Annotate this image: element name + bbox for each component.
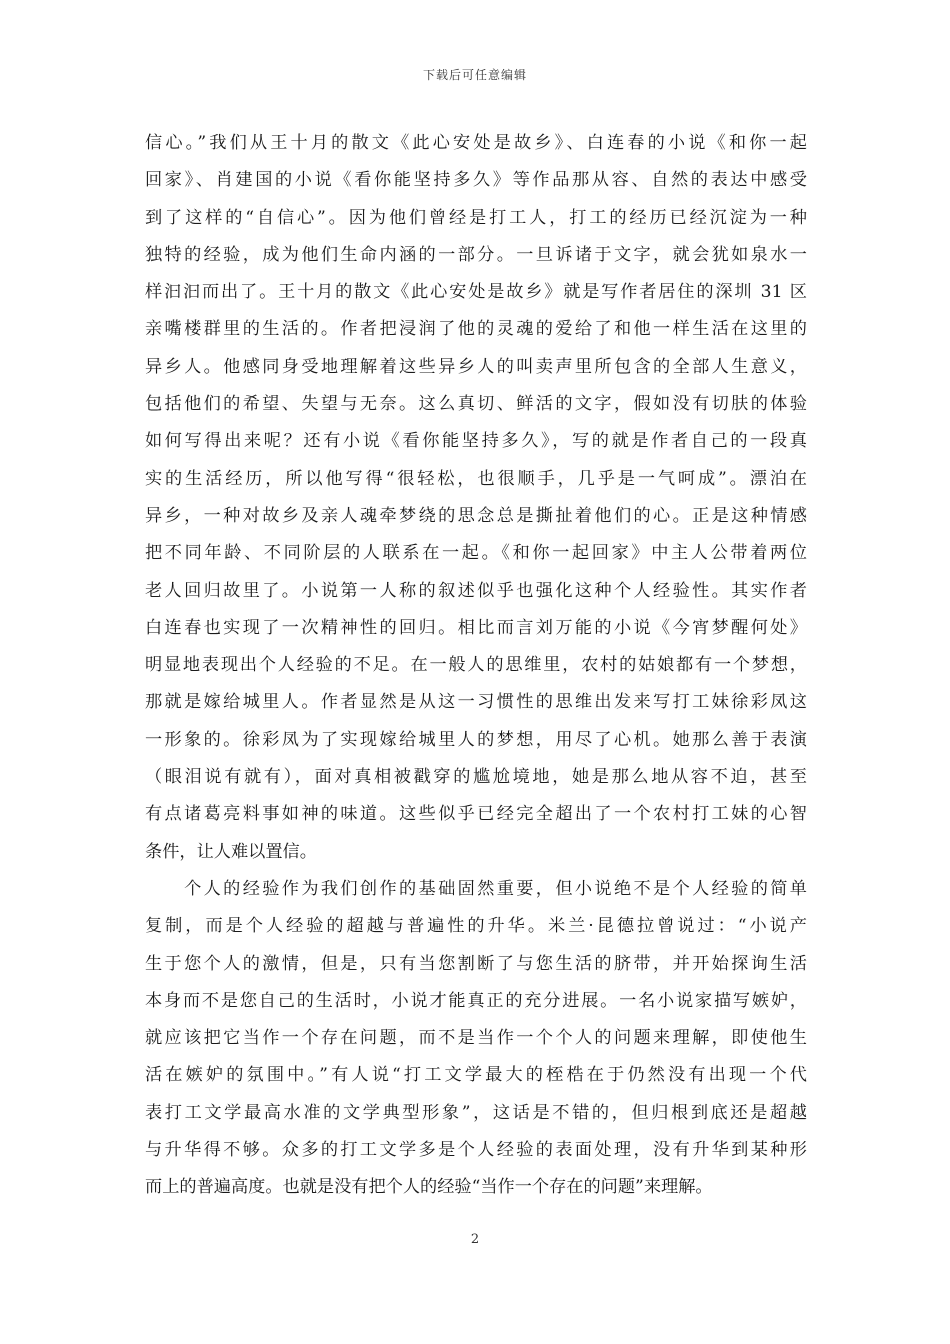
text-line: 回家》、肖建国的小说《看你能坚持多久》等作品那从容、自然的表达中感受 <box>145 170 807 191</box>
page-number: 2 <box>470 1232 480 1247</box>
text-line: 一形象的。徐彩凤为了实现嫁给城里人的梦想，用尽了心机。她那么善于表演 <box>145 729 807 750</box>
text-line: 而上的普遍高度。也就是没有把个人的经验“当作一个存在的问题”来理解。 <box>145 1177 713 1198</box>
text-line: 包括他们的希望、失望与无奈。这么真切、鲜活的文字，假如没有切肤的体验 <box>145 394 807 415</box>
text-line: 把不同年龄、不同阶层的人联系在一起。《和你一起回家》中主人公带着两位 <box>145 543 807 564</box>
paragraph <box>145 874 807 1210</box>
text-line: 活在嫉妒的氛围中。”有人说“打工文学最大的桎梏在于仍然没有出现一个代 <box>145 1065 807 1086</box>
document-body <box>145 128 807 1210</box>
text-line: 实的生活经历，所以他写得“很轻松，也很顺手，几乎是一气呵成”。漂泊在 <box>145 468 807 489</box>
paragraph <box>145 128 807 874</box>
text-line: 异乡，一种对故乡及亲人魂牵梦绕的思念总是撕扯着他们的心。正是这种情感 <box>145 505 807 526</box>
text-line: 异乡人。他感同身受地理解着这些异乡人的叫卖声里所包含的全部人生意义， <box>145 356 807 377</box>
text-line: 那就是嫁给城里人。作者显然是从这一习惯性的思维出发来写打工妹徐彩凤这 <box>145 692 807 713</box>
text-line: 表打工文学最高水准的文学典型形象”，这话是不错的，但归根到底还是超越 <box>145 1102 807 1123</box>
text-line: 条件，让人难以置信。 <box>145 841 317 862</box>
text-line: 本身而不是您自己的生活时，小说才能真正的充分进展。一名小说家描写嫉妒， <box>145 990 807 1011</box>
text-line: 复制，而是个人经验的超越与普遍性的升华。米兰·昆德拉曾说过：“小说产 <box>145 916 807 937</box>
text-line: 生于您个人的激情，但是，只有当您割断了与您生活的脐带，并开始探询生活 <box>145 953 807 974</box>
text-line: 到了这样的“自信心”。因为他们曾经是打工人，打工的经历已经沉淀为一种 <box>145 207 807 228</box>
text-line: 独特的经验，成为他们生命内涵的一部分。一旦诉诸于文字，就会犹如泉水一 <box>145 244 807 265</box>
text-line: （眼泪说有就有），面对真相被戳穿的尴尬境地，她是那么地从容不迫，甚至 <box>145 767 807 788</box>
text-line: 样汩汩而出了。王十月的散文《此心安处是故乡》就是写作者居住的深圳 31 区 <box>145 282 807 303</box>
text-line: 信心。”我们从王十月的散文《此心安处是故乡》、白连春的小说《和你一起 <box>145 133 807 153</box>
text-line: 就应该把它当作一个存在问题，而不是当作一个个人的问题来理解，即使他生 <box>145 1028 807 1049</box>
text-line: 有点诸葛亮料事如神的味道。这些似乎已经完全超出了一个农村打工妹的心智 <box>145 804 807 825</box>
text-line: 与升华得不够。众多的打工文学多是个人经验的表面处理，没有升华到某种形 <box>145 1140 807 1161</box>
page-header: 下载后可任意编辑 <box>422 68 527 82</box>
text-line: 个人的经验作为我们创作的基础固然重要，但小说绝不是个人经验的简单 <box>145 878 807 899</box>
text-line: 白连春也实现了一次精神性的回归。相比而言刘万能的小说《今宵梦醒何处》 <box>145 617 807 638</box>
text-line: 如何写得出来呢？还有小说《看你能坚持多久》，写的就是作者自己的一段真 <box>145 431 807 452</box>
text-line: 亲嘴楼群里的生活的。作者把浸润了他的灵魂的爱给了和他一样生活在这里的 <box>145 319 807 340</box>
text-line: 老人回归故里了。小说第一人称的叙述似乎也强化这种个人经验性。其实作者 <box>145 580 807 601</box>
text-line: 明显地表现出个人经验的不足。在一般人的思维里，农村的姑娘都有一个梦想， <box>145 655 807 676</box>
